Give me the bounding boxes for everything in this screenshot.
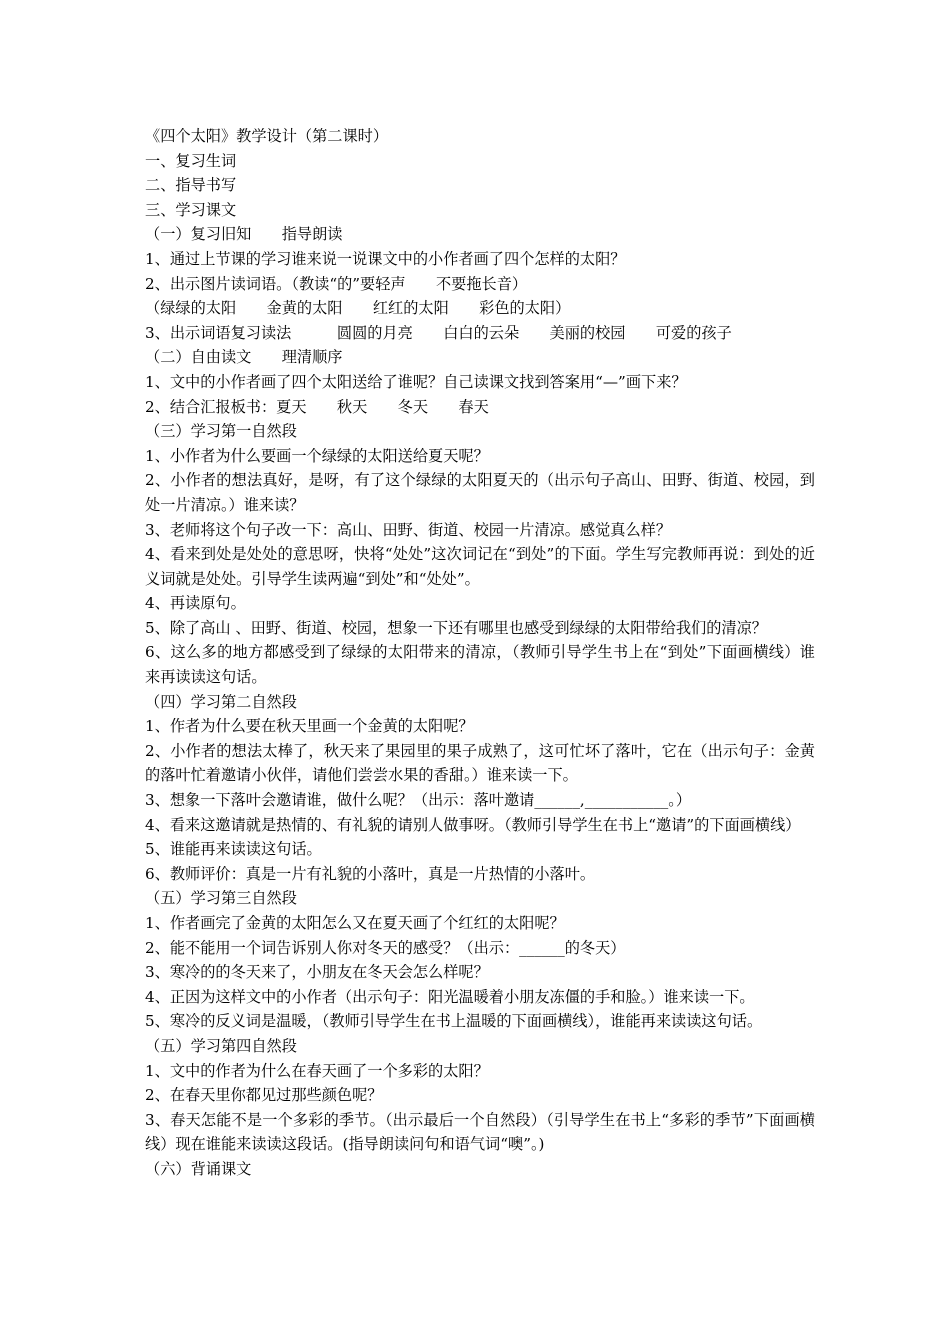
section-heading: 三、学习课文	[145, 200, 237, 219]
paragraph: 2、小作者的想法太棒了，秋天来了果园里的果子成熟了，这可忙坏了落叶，它在（出示句子：金黄的落叶忙着邀请小伙伴，请他们尝尝水果的香甜。）谁来读一下。	[145, 741, 815, 785]
paragraph: 1、文中的作者为什么在春天画了一个多彩的太阳？	[145, 1061, 489, 1080]
paragraph: 6、教师评价：真是一片有礼貌的小落叶，真是一片热情的小落叶。	[145, 864, 596, 883]
section-heading: 二、指导书写	[145, 176, 237, 195]
paragraph: 5、谁能再来读读这句话。	[145, 840, 322, 859]
paragraph: 2、能不能用一个词告诉别人你对冬天的感受？（出示：______的冬天）	[145, 938, 626, 957]
paragraph: 1、通过上节课的学习谁来说一说课文中的小作者画了四个怎样的太阳？	[145, 249, 626, 268]
subsection-heading: （三）学习第一自然段	[145, 422, 297, 441]
subsection-heading: （六）背诵课文	[145, 1159, 252, 1178]
paragraph: 6、这么多的地方都感受到了绿绿的太阳带来的清凉，（教师引导学生书上在“到处”下面画横线）谁来再读读这句话。	[145, 643, 815, 687]
paragraph: （绿绿的太阳 金黄的太阳 红红的太阳 彩色的太阳）	[145, 299, 571, 318]
paragraph: 4、看来这邀请就是热情的、有礼貌的请别人做事呀。（教师引导学生在书上“邀请”的下面画横线）	[145, 815, 801, 834]
paragraph: 3、出示词语复习读法 圆圆的月亮 白白的云朵 美丽的校园 可爱的孩子	[145, 323, 732, 342]
paragraph: 4、再读原句。	[145, 594, 246, 613]
paragraph: 3、寒冷的的冬天来了，小朋友在冬天会怎么样呢？	[145, 963, 489, 982]
paragraph: 3、老师将这个句子改一下：高山、田野、街道、校园一片清凉。感觉真么样？	[145, 520, 672, 539]
subsection-heading: （五）学习第四自然段	[145, 1036, 297, 1055]
paragraph: 2、小作者的想法真好，是呀，有了这个绿绿的太阳夏天的（出示句子高山、田野、街道、校园，到处一片清凉。）谁来读？	[145, 471, 815, 514]
paragraph: 2、结合汇报板书：夏天 秋天 冬天 春天	[145, 397, 489, 416]
subsection-heading: （一）复习旧知 指导朗读	[145, 225, 343, 244]
paragraph: 1、小作者为什么要画一个绿绿的太阳送给夏天呢？	[145, 446, 489, 465]
paragraph: 3、想象一下落叶会邀请谁，做什么呢？（出示：落叶邀请______,___________。）	[145, 791, 692, 810]
paragraph: 4、正因为这样文中的小作者（出示句子：阳光温暖着小朋友冻僵的手和脸。）谁来读一下。	[145, 987, 755, 1006]
paragraph: 5、除了高山 、田野、街道、校园，想象一下还有哪里也感受到绿绿的太阳带给我们的清凉？	[145, 618, 767, 637]
paragraph: 5、寒冷的反义词是温暖，（教师引导学生在书上温暖的下面画横线），谁能再来读读这句话。	[145, 1012, 763, 1031]
paragraph: 1、作者画完了金黄的太阳怎么又在夏天画了个红红的太阳呢？	[145, 914, 565, 932]
paragraph: 4、看来到处是处处的意思呀，快将“处处”这次词记在“到处”的下面。学生写完教师再说：到处的近义词就是处处。引导学生读两遍“到处”和“处处”。	[145, 545, 815, 588]
paragraph: 1、作者为什么要在秋天里画一个金黄的太阳呢？	[145, 717, 474, 736]
document-title: 《四个太阳》教学设计（第二课时）	[145, 127, 388, 145]
paragraph: 1、文中的小作者画了四个太阳送给了谁呢？自己读课文找到答案用“—”画下来？	[145, 372, 687, 391]
document-body	[145, 124, 815, 1182]
paragraph: 3、春天怎能不是一个多彩的季节。（出示最后一个自然段）（引导学生在书上“多彩的季节”下面画横线）现在谁能来读读这段话。(指导朗读问句和语气词“噢”。)	[145, 1110, 815, 1154]
section-heading: 一、复习生词	[145, 151, 237, 170]
paragraph: 2、出示图片读词语。（教读“的”要轻声 不要拖长音）	[145, 274, 528, 293]
subsection-heading: （五）学习第三自然段	[145, 889, 297, 908]
paragraph: 2、在春天里你都见过那些颜色呢？	[145, 1086, 383, 1105]
subsection-heading: （二）自由读文 理清顺序	[145, 348, 343, 367]
subsection-heading: （四）学习第二自然段	[145, 692, 297, 711]
